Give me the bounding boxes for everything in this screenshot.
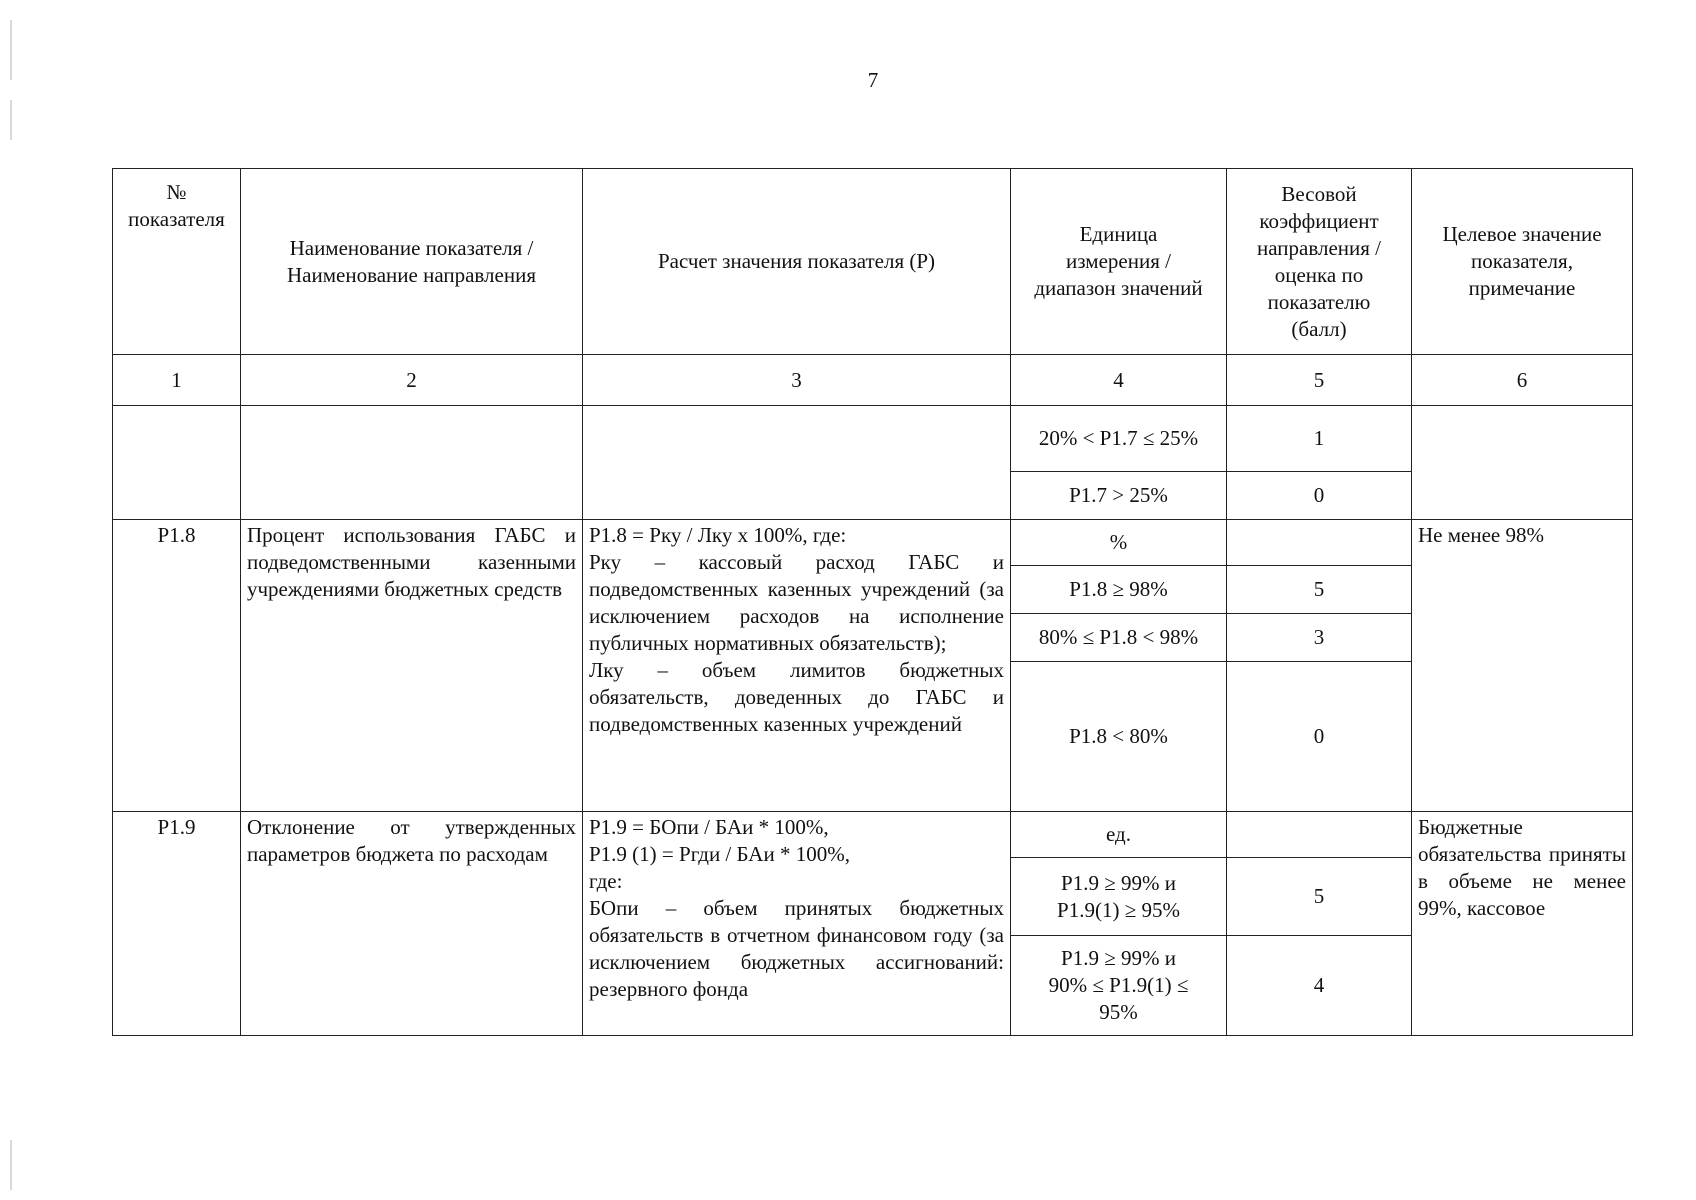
score-cell: 5	[1227, 858, 1412, 936]
header-weight: Весовой коэффициент направления / оценка по показателю (балл)	[1227, 169, 1412, 355]
header-calc: Расчет значения показателя (Р)	[583, 169, 1011, 355]
p17-calc-cell	[583, 406, 1011, 520]
score-cell: 0	[1227, 662, 1412, 812]
header-num: № показателя	[113, 169, 241, 355]
indicator-name: Процент использования ГАБС и подведомственными казенными учреждениями бюджетных средств	[241, 520, 583, 812]
indicator-name: Отклонение от утвержденных параметров бюджета по расходам	[241, 812, 583, 1036]
indicator-calc: P1.8 = Рку / Лку х 100%, где: Рку – кассовый расход ГАБС и подведомственных казенных учреждений (за исключением расходов на исполнение публичных нормативных обязательств); Лку – объем лимитов бюджетных обязательств, доведенных до ГАБС и подведомственных казенных учреждений	[583, 520, 1011, 812]
range-cell: 80% ≤ P1.8 < 98%	[1011, 614, 1227, 662]
table-header-row	[113, 169, 1633, 355]
indicator-num: P1.9	[113, 812, 241, 1036]
scan-edge-mark	[10, 100, 12, 140]
indicator-target: Не менее 98%	[1412, 520, 1633, 812]
indicator-target: Бюджетные обязательства приняты в объеме не менее 99%, кассовое	[1412, 812, 1633, 1036]
range-cell: P1.9 ≥ 99% и 90% ≤ P1.9(1) ≤ 95%	[1011, 936, 1227, 1036]
table-row	[113, 812, 1633, 858]
column-number: 2	[241, 355, 583, 406]
score-cell: 4	[1227, 936, 1412, 1036]
score-cell: 0	[1227, 472, 1412, 520]
column-number: 1	[113, 355, 241, 406]
indicators-table	[112, 168, 1633, 1036]
score-cell	[1227, 520, 1412, 566]
score-cell: 1	[1227, 406, 1412, 472]
range-cell: P1.9 ≥ 99% и P1.9(1) ≥ 95%	[1011, 858, 1227, 936]
score-cell: 5	[1227, 566, 1412, 614]
range-cell: %	[1011, 520, 1227, 566]
scan-edge-mark	[10, 20, 12, 80]
range-cell: 20% < P1.7 ≤ 25%	[1011, 406, 1227, 472]
score-cell	[1227, 812, 1412, 858]
column-number: 3	[583, 355, 1011, 406]
column-number: 6	[1412, 355, 1633, 406]
header-target: Целевое значение показателя, примечание	[1412, 169, 1633, 355]
p17-name-cell	[241, 406, 583, 520]
range-cell: P1.8 < 80%	[1011, 662, 1227, 812]
indicator-num: P1.8	[113, 520, 241, 812]
column-number: 5	[1227, 355, 1412, 406]
score-cell: 3	[1227, 614, 1412, 662]
indicator-calc: P1.9 = БОпи / БАи * 100%, P1.9 (1) = Ргди / БАи * 100%, где: БОпи – объем принятых бюджетных обязательств в отчетном финансовом году (за исключением бюджетных ассигнований: резервного фонда	[583, 812, 1011, 1036]
table-row	[113, 406, 1633, 472]
table-row	[113, 520, 1633, 566]
range-cell: P1.8 ≥ 98%	[1011, 566, 1227, 614]
page-number: 7	[867, 68, 879, 92]
p17-target-cell	[1412, 406, 1633, 520]
header-unit: Единица измерения / диапазон значений	[1011, 169, 1227, 355]
range-cell: ед.	[1011, 812, 1227, 858]
column-number: 4	[1011, 355, 1227, 406]
column-number-row	[113, 355, 1633, 406]
header-name: Наименование показателя / Наименование направления	[241, 169, 583, 355]
p17-num-cell	[113, 406, 241, 520]
scan-edge-mark	[10, 1140, 12, 1190]
range-cell: P1.7 > 25%	[1011, 472, 1227, 520]
